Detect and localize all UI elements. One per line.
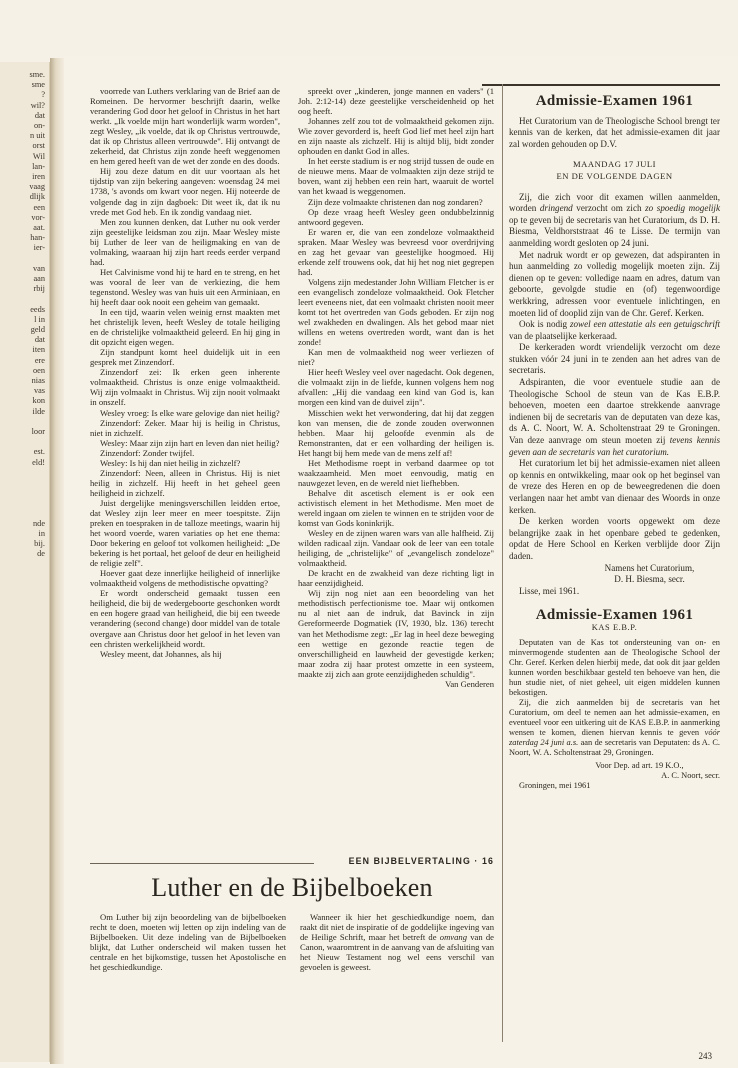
notice-paragraph: Zij, die zich aanmelden bij de secretaris van het Curatorium, om deel te nemen aan het admissie-examen, en eventueel voor een uitkering uit de KAS E.B.P. in aanmerking wensen te komen, dienen hiervan kennis te geven vóór zaterdag 24 juni a.s. aan de secretaris van Deputaten: ds A. C. Noort, W. A. Scholtenstraat 29, Groningen. (509, 697, 720, 757)
previous-page-text-fragment: sme. (29, 70, 45, 79)
page-gutter (50, 58, 64, 1064)
previous-page-text-fragment: eeds (30, 304, 45, 314)
article-paragraph: Zinzendorf: Neen, alleen in Christus. Hij is niet heilig in zichzelf. Hij heeft in het geheel geen heiligheid in zichzelf. (90, 467, 280, 498)
previous-page-text-fragment: iten (32, 345, 45, 355)
article-paragraph: voorrede van Luthers verklaring van de Brief aan de Romeinen. De hervormer beschrijft daarin, welke verandering God door het geloof in Christus in het hart werkt. „Ik voelde mijn hart wonderlijk warm worden", zegt Wesley, „ik voelde, dat ik op Christus vertrouwde, dat ik op Christus alleen vertrouwde". Hij ontvangt de zekerheid, dat Christus zijn zonde heeft weggenomen en hem gered heeft van de wet der zonde en des doods. (90, 86, 280, 167)
article-title: Luther en de Bijbelboeken (151, 873, 433, 902)
previous-page-text-fragment: lan- (32, 161, 45, 171)
admission-notice (509, 93, 720, 597)
previous-page-text-fragment: eld! (32, 457, 45, 467)
article-paragraph: Wanneer ik hier het geschiedkundige noem, dan raakt dit niet de inspiratie of de goddelijke ingeving van de Heilige Schrift, maar het betreft de omvang van de Canon, waaromtrent in de aanvang van de afsluiting van het Nieuw Testament nog wel eens verschil van gevoelen is geweest. (300, 912, 495, 973)
previous-page-text-fragment: orst (32, 141, 45, 151)
previous-page-text-fragment: ? (41, 90, 45, 100)
previous-page-text-fragment: aat. (33, 223, 45, 232)
previous-page-text-fragment: een (33, 202, 45, 212)
previous-page-text-fragment: vor- (31, 212, 45, 222)
article-paragraph: Hier heeft Wesley veel over nagedacht. Ook degenen, die volmaakt zijn in de liefde, kunnen volgens hem nog afvallen: „Hij die vandaag een kind van God is, kan morgen een kind van de duivel zijn". (298, 367, 494, 408)
previous-page-text-fragment: ier- (33, 243, 45, 253)
notice-place-date: Lisse, mei 1961. (519, 585, 580, 596)
previous-page-text-fragment: de (37, 549, 45, 559)
article-paragraph: Wij zijn nog niet aan een beoordeling van het methodistisch perfectionisme toe. Maar wij ontkomen nu al niet aan de indruk, dat Bavinck in zijn Gereformeerde Dogmatiek (IV, 1930, blz. 136) terecht van het Methodisme zegt: „Er lag in heel deze beweging een wettige en gezonde reactie tegen de onverschilligheid en lauwheid der gevestigde kerken; maar zodra zij haar protest omzette in een systeem, maakte zij zich aan grote eenzijdigheden schuldig". (298, 588, 494, 679)
article-paragraph: Er wordt onderscheid gemaakt tussen een heiligheid, die bij de wedergeboorte geschonken wordt en een hogere graad van heiligheid, die bij een tweede verandering (second change) door middel van de totale overgave aan Christus door het geloof in het leven van een christen werkelijkheid wordt. (90, 588, 280, 649)
notice-intro: Het Curatorium van de Theologische School brengt ter kennis van de kerken, dat het admissie-examen dit jaar zal worden gehouden op D.V. (509, 115, 720, 149)
notice-place-date: Groningen, mei 1961 (519, 780, 591, 790)
previous-page-text-fragment: rbij (33, 284, 45, 294)
previous-page-text-fragment: dlijk (29, 192, 45, 202)
article-paragraph: Wesley: Is hij dan niet heilig in zichzelf? (100, 457, 241, 468)
previous-page-text-fragment: sme (31, 80, 45, 90)
previous-page-text-fragment: vas (33, 386, 45, 396)
article-paragraph: Zinzendorf zei: Ik erken geen inherente volmaaktheid. Christus is onze enige volmaaktheid. Wij zijn volmaakt in Christus. Wij zijn nooit volmaakt in onszelf. (90, 367, 280, 408)
article-paragraph: Zinzendorf: Zeker. Maar hij is heilig in Christus, niet in zichzelf. (90, 417, 280, 438)
article-paragraph: Wesley meent, dat Johannes, als hij (100, 648, 222, 659)
previous-page-text-fragment: dat (34, 335, 45, 345)
previous-page-text-fragment: geld (30, 325, 45, 334)
article-paragraph: De kracht en de zwakheid van deze richting ligt in haar eenzijdigheid. (298, 568, 494, 589)
previous-page-text-fragment: on- (33, 121, 45, 130)
article-paragraph: Zinzendorf: Zonder twijfel. (100, 447, 195, 458)
previous-page-text-fragment: l in (34, 314, 45, 324)
article-paragraph: Kan men de volmaaktheid nog weer verliezen of niet? (298, 347, 494, 368)
previous-page-text-fragment: n uit (30, 131, 45, 141)
article-paragraph: Wesley vroeg: Is elke ware gelovige dan niet heilig? (100, 407, 280, 418)
notice-paragraph: Deputaten van de Kas tot ondersteuning van on- en minvermogende studenten aan de Theologische School der Chr. Geref. Kerken delen hierbij mede, dat ook dit jaar gelden kunnen worden beschikbaar gesteld ten behoeve van hen, die hun studie niet, of niet geheel, uit eigen middelen kunnen bekostigen. (509, 638, 720, 698)
previous-page-edge (0, 62, 50, 1062)
article-paragraph: Juist dergelijke meningsverschillen leidden ertoe, dat Wesley zijn leer meer en meer toespitste. Zijn preken en toespraken in de talloze meetings, waarin hij het woord voerde, waren variaties op het ene thema: Door bekering en geloof tot volkomen heiligheid: „De bekering is het portaal, het geloof de deur en heiligheid de religie zelf". (90, 497, 280, 569)
article-column-1 (90, 86, 280, 859)
previous-page-text-fragment: loor (31, 427, 45, 436)
author-signature: Van Genderen (445, 678, 494, 689)
article-paragraph: Om Luther bij zijn beoordeling van de bijbelboeken recht te doen, moeten wij letten op zijn indeling van de Bijbelboeken. Uit deze indeling van de Bijbelboeken blijkt, dat Luther onderscheid wil maken tussen het centrale en het bijkomstige, tussen het Apostolische en het geschiedkundige. (90, 912, 286, 973)
article-paragraph: Zijn deze volmaakte christenen dan nog zondaren? (308, 196, 483, 207)
previous-page-text-fragment: vaag (29, 182, 45, 192)
exam-date: MAANDAG 17 JULI (573, 159, 656, 170)
article-paragraph: Wesley en de zijnen waren wars van alle halfheid. Zij wilden radicaal zijn. Vandaar ook de leer van een totale heiliging, de „christelijke" of „evangelisch zondeloze" volmaaktheid. (298, 528, 494, 569)
notice-paragraph: Met nadruk wordt er op gewezen, dat adspiranten in hun aanmelding zo volledig mogelijk moeten zijn. Zij dienen op te geven: volledige naam en adres, datum van geboorte, gevolgde studie en (of) tegenwoordige werkkring, adressen voor eventuele inlichtingen, en moeten lid of dooplid zijn van de Chr. Geref. Kerken. (509, 249, 720, 318)
sidebar-top-rule (482, 84, 720, 86)
previous-page-text-fragment: ilde (32, 406, 45, 416)
article-paragraph: Misschien wekt het verwondering, dat hij dat zeggen kon van mensen, die de zonde zouden overwonnen hebben. Maar hij geloofde evenmin als de Remonstranten, dat er een volharding der heiligen is. Het hangt bij hem mede van de mens zelf af! (298, 407, 494, 458)
previous-page-text-fragment: nde (33, 518, 45, 528)
notice-title: Admissie-Examen 1961 (535, 607, 694, 624)
notice-signature: Voor Dep. ad art. 19 K.O., (595, 760, 684, 770)
previous-page-text-fragment: dat (34, 110, 45, 120)
previous-page-text-fragment: bij. (34, 539, 45, 549)
article-paragraph: Er waren er, die van een zondeloze volmaaktheid spraken. Maar Wesley was bevreesd voor overdrijving en zag het gevaar van geestelijke hoogmoed. Hij erkende zelf trouwens ook, dat hij het nog niet gegrepen had. (298, 226, 494, 277)
notice-signature: A. C. Noort, secr. (661, 770, 720, 780)
article-body-left (90, 912, 286, 972)
previous-page-text-fragment: Wil (32, 151, 45, 161)
previous-page-text-fragment: oen (33, 365, 45, 375)
article-paragraph: Behalve dit ascetisch element is er ook een activistisch element in het Methodisme. Men moet de wereld ingaan om zielen te winnen en te strijden voor de komst van Gods koninkrijk. (298, 487, 494, 529)
article-paragraph: Het Calvinisme vond hij te hard en te streng, en het was vooral de leer van de verkiezing, die hem tegenstond. Wesley was van huis uit een Arminiaan, en hij heeft daar ook nooit een geheim van gemaakt. (90, 266, 280, 307)
article-paragraph: spreekt over „kinderen, jonge mannen en vaders" (1 Joh. 2:12-14) deze geestelijke verscheidenheid op het oog heeft. (298, 86, 494, 117)
page-number: 243 (698, 1051, 712, 1061)
article-paragraph: In een tijd, waarin velen weinig ernst maakten met het christelijk leven, heeft Wesley de totale heiliging en de christelijke volmaaktheid geleerd. En hij ging in dit opzicht eigen wegen. (90, 307, 280, 348)
notice-paragraph: De kerken worden voorts opgewekt om deze belangrijke zaak in het openbare gebed te gedenken, opdat de Here School en Kerken verblijde door Zijn daden. (509, 516, 720, 561)
notice-paragraph: Het curatorium let bij het admissie-examen niet alleen op kennis en ontwikkeling, maar ook op het beginsel van de vreze des Heren en op de beweegredenen die doen verlangen naar het ambt van dienaar des Woords in onze kerken. (509, 458, 720, 515)
article-paragraph: Men zou kunnen denken, dat Luther nu ook verder zijn geestelijke leidsman zou zijn. Maar Wesley miste bij Luther de leer van de heiligmaking en van de volmaking, waaraan hij zijn hart reeds eerder verpand had. (90, 216, 280, 267)
previous-page-text-fragment: wil? (30, 100, 45, 110)
column-divider (502, 84, 503, 1042)
previous-page-text-fragment: van (33, 263, 45, 273)
article-column-2 (298, 86, 494, 859)
kas-notice (509, 607, 720, 790)
notice-title: Admissie-Examen 1961 (535, 93, 694, 109)
previous-page-text-fragment: nias (31, 376, 45, 385)
article-paragraph: Op deze vraag heeft Wesley geen ondubbelzinnig antwoord gegeven. (298, 206, 494, 227)
previous-page-text-fragment: iren (32, 172, 45, 181)
previous-page-text-fragment: aan (33, 274, 45, 283)
article-paragraph: Hij zou deze datum en dit uur voortaan als het tijdstip van zijn bekering aangeven: woensdag 24 mei 1738, 's avonds om kwart voor negen. Hij noteerde de volgende dag in zijn dagboek: Dit weet ik, dat ik nu vrede met God heb. En ik zondig vandaag niet. (90, 166, 280, 217)
previous-page-text-fragment: est. (33, 447, 45, 457)
exam-days: EN DE VOLGENDE DAGEN (556, 170, 673, 181)
previous-page-text-fragment: kon (32, 396, 45, 406)
article-body-right (300, 912, 494, 972)
notices-column (509, 92, 720, 791)
notice-signature: Namens het Curatorium, (604, 562, 695, 573)
notice-signature: D. H. Biesma, secr. (614, 574, 685, 585)
article-paragraph: Wesley: Maar zijn zijn hart en leven dan niet heilig? (100, 437, 280, 448)
notice-paragraph: Zij, die zich voor dit examen willen aanmelden, worden dringend verzocht om zich zo spoedig mogelijk op te geven bij de secretaris van het Curatorium, ds D. H. Biesma, Veldhorststraat 46 te Lisse. De termijn van aanmelding wordt gesloten op 24 juni. (509, 191, 720, 248)
previous-page-text-fragment: han- (30, 233, 45, 243)
notice-paragraph: De kerkeraden wordt vriendelijk verzocht om deze stukken vóór 24 juni in te zenden aan het adres van de secretaris. (509, 342, 720, 376)
series-label: EEN BIJBELVERTALING · 16 (314, 856, 494, 866)
article-paragraph: Het Methodisme roept in verband daarmee op tot waakzaamheid. Men moet eenvoudig, matig en nauwgezet leven, en de wereld niet liefhebben. (298, 457, 494, 488)
notice-subtitle: KAS E.B.P. (591, 623, 638, 633)
article-paragraph: Volgens zijn medestander John William Fletcher is er een evangelisch zondeloze volmaaktheid. Ook Fletcher leert eveneens niet, dat een volmaakt christen nooit meer komt tot het overtreden van Gods geboden. Er zijn nog wel zwakheden en dwalingen. Als het gebod maar niet willens en wetens overtreden wordt, want dan is het zonde! (298, 276, 494, 348)
notice-paragraph: Adspiranten, die voor eventuele studie aan de Theologische School de steun van de Kas E.B.P. behoeven, moeten een daartoe strekkende aanvrage indienen bij de secretaris van de deputaten van deze kas, ds A. C. Noort, W. A. Scholtenstraat 29 te Groningen. Van deze aanvrage om steun moeten zij tevens kennis geven aan de secretaris van het curatorium. (509, 377, 720, 457)
notice-paragraph: Ook is nodig zowel een attestatie als een getuigschrift van de plaatselijke kerkeraad. (509, 319, 720, 341)
article-paragraph: Zijn standpunt komt heel duidelijk uit in een gesprek met Zinzendorf. (90, 347, 280, 368)
previous-page-text-fragment: in (38, 529, 45, 538)
magazine-page (64, 56, 738, 1068)
previous-page-text-fragment: ere (34, 355, 45, 365)
article-paragraph: Hoever gaat deze innerlijke heiligheid of innerlijke volmaaktheid volgens de methodistische opvatting? (90, 568, 280, 589)
article-paragraph: In het eerste stadium is er nog strijd tussen de oude en de nieuwe mens. Maar de volmaakten zijn deze strijd te boven, want zij hebben een rein hart, waaruit de wortel van het kwaad is weggenomen. (298, 156, 494, 197)
article-paragraph: Johannes zelf zou tot de volmaaktheid gekomen zijn. Wie zover gevorderd is, heeft God lief met heel zijn hart en zijn naaste als zichzelf. Hij is altijd blij, bidt zonder ophouden en dankt God in alles. (298, 116, 494, 157)
